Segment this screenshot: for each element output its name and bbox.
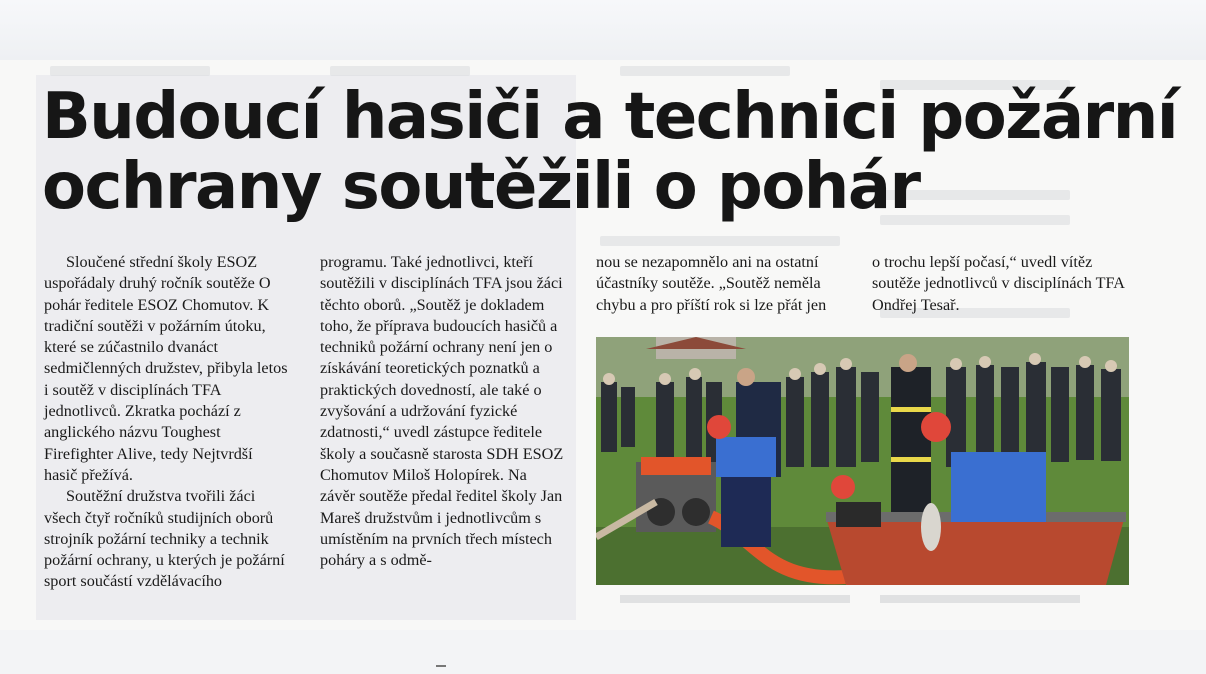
headline-line-1: Budoucí hasiči a technici požární [42, 80, 1178, 154]
bleed-through-mark [330, 66, 470, 76]
bleed-through-mark [880, 595, 1080, 603]
photo-competitor-1 [716, 437, 776, 477]
article-column-2 [320, 252, 565, 571]
paragraph: o trochu lepší počasí,“ uvedl vítěz soutěže jednotlivců v disciplínách TFA Ondřej Tesař. [872, 253, 1125, 314]
paragraph: Sloučené střední školy ESOZ uspořádaly druhý ročník soutěže O pohár ředitele ESOZ Chomutov. K tradiční soutěži v požárním útoku, které se zúčastnilo dvanáct sedmičlenných družstev, přibyla letos i soutěž v disciplínách TFA jednotlivců. Zkratka pochází z anglického názvu Toughest Firefighter Alive, tedy Nejtvrdší hasič přežívá. [44, 253, 288, 484]
paragraph: Soutěžní družstva tvořili žáci všech čtyř ročníků studijních oborů strojník požární techniky a technik požární ochrany, u kterých je požární sport součástí vzdělávacího [44, 487, 285, 591]
bleed-through-mark [620, 595, 850, 603]
bleed-through-mark [620, 66, 790, 76]
article-column-3 [596, 252, 851, 316]
article-headline [42, 82, 1177, 222]
headline-line-2: ochrany soutěžili o pohár [42, 150, 920, 224]
bleed-through-mark [50, 66, 210, 76]
photo-competitor-3 [836, 502, 881, 527]
competition-photo [596, 337, 1129, 585]
paragraph: programu. Také jednotlivci, kteří soutěžili v disciplínách TFA jsou žáci těchto oborů. „Soutěž je dokladem toho, že příprava budoucích hasičů a techniků požární ochrany není jen o získávání teoretických poznatků a praktických dovedností, ale také o zvyšování a udržování fyzické zdatnosti,“ uvedl zástupce ředitele školy a současně starosta SDH ESOZ Chomutov Miloš Holopírek. Na závěr soutěže předal ředitel školy Jan Mareš družstvům i jednotlivcům s umístěním na prvních třech místech poháry a s odmě- [320, 253, 564, 570]
paragraph: nou se nezapomnělo ani na ostatní účastníky soutěže. „Soutěž neměla chybu a pro příští rok si lze přát jen [596, 253, 827, 314]
photo-firefighter-uniform [891, 367, 931, 527]
photo-red-helmet [831, 475, 855, 499]
photo-competitor-2 [951, 452, 1046, 522]
article-column-4 [872, 252, 1127, 316]
page-top-margin [0, 0, 1206, 60]
page-dot [436, 665, 446, 667]
photo-coiled-hose [921, 503, 941, 551]
photo-red-helmet [921, 412, 951, 442]
bleed-through-mark [600, 236, 840, 246]
photo-red-helmet [707, 415, 731, 439]
photo-illustration [596, 337, 1129, 585]
article-column-1 [44, 252, 289, 593]
